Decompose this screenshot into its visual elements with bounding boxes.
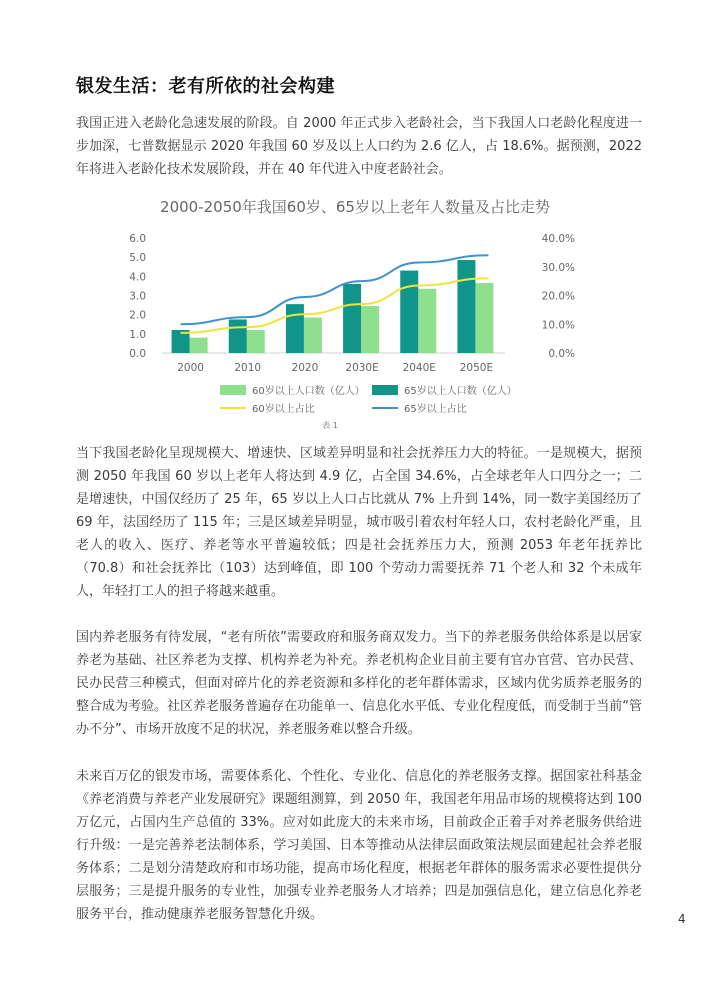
y-right-tick-label: 20.0% bbox=[541, 290, 575, 303]
y-left-tick-label: 2.0 bbox=[129, 309, 146, 322]
y-left-tick-label: 4.0 bbox=[129, 271, 146, 284]
aging-chart-svg bbox=[100, 192, 620, 432]
legend-label-65-share: 65岁以上占比 bbox=[404, 404, 467, 415]
services-paragraph: 国内养老服务有待发展，“老有所依”需要政府和服务商双发力。当下的养老服务供给体系是以居家养老为基础、社区养老为支撑、机构养老为补充。养老机构企业目前主要有官办官营、官办民营、民办民营三种模式，但面对碎片化的养老资源和多样化的老年群体需求，区域内优劣质养老服务的整合成为考验。社区养老服务普遍存在功能单一、信息化水平低、专业化程度低，而受制于当前“管办不分”、市场开放度不足的状况，养老服务难以整合升级。 bbox=[76, 630, 642, 737]
y-left-axis bbox=[129, 233, 146, 360]
page-number: 4 bbox=[678, 912, 686, 926]
bar-65-count bbox=[229, 319, 247, 353]
y-right-tick-label: 0.0% bbox=[548, 348, 575, 360]
legend-swatch-60-count bbox=[220, 385, 246, 395]
x-tick-label: 2050E bbox=[459, 362, 494, 374]
chart-title: 2000-2050年我国60岁、65岁以上老年人数量及占比走势 bbox=[160, 198, 550, 216]
intro-paragraph: 我国正进入老龄化急速发展的阶段。自 2000 年正式步入老龄社会，当下我国人口老龄化程度进一步加深，七普数据显示 2020 年我国 60 岁及以上人口约为 2.6 亿人，占 18.6%。据预测，2022 年将进入老龄化技术发展阶段，并在 40 年代进入中度老龄社会。 bbox=[76, 116, 642, 177]
y-left-tick-label: 6.0 bbox=[129, 233, 146, 245]
x-tick-label: 2010 bbox=[234, 362, 262, 374]
legend-swatch-65-count bbox=[372, 385, 398, 395]
y-right-axis bbox=[542, 233, 575, 360]
bar-65-count bbox=[457, 260, 475, 353]
bars bbox=[172, 260, 494, 353]
x-tick-label: 2030E bbox=[345, 362, 379, 374]
bar-60-count bbox=[475, 283, 493, 353]
bar-60-count bbox=[304, 318, 322, 353]
chart-legend bbox=[220, 384, 517, 415]
line-60-share bbox=[181, 278, 489, 333]
trend-lines bbox=[181, 255, 489, 333]
legend-label-65-count: 65岁以上人口数（亿人） bbox=[404, 386, 517, 397]
x-tick-label: 2000 bbox=[177, 362, 204, 374]
y-right-tick-label: 30.0% bbox=[541, 261, 575, 274]
section-heading: 银发生活：老有所依的社会构建 bbox=[76, 76, 335, 97]
bar-65-count bbox=[343, 284, 361, 353]
legend-label-60-count: 60岁以上人口数（亿人） bbox=[252, 386, 365, 397]
aging-chart bbox=[100, 192, 620, 432]
y-left-tick-label: 0.0 bbox=[129, 348, 146, 360]
bar-65-count bbox=[400, 271, 418, 353]
y-left-tick-label: 1.0 bbox=[129, 328, 146, 341]
y-left-tick-label: 3.0 bbox=[129, 290, 146, 303]
line-65-share bbox=[181, 255, 489, 324]
x-tick-label: 2040E bbox=[402, 362, 436, 374]
bar-60-count bbox=[247, 330, 265, 353]
y-left-tick-label: 5.0 bbox=[129, 252, 146, 265]
x-axis bbox=[177, 362, 493, 374]
y-right-tick-label: 10.0% bbox=[541, 319, 575, 332]
market-paragraph: 未来百万亿的银发市场，需要体系化、个性化、专业化、信息化的养老服务支撑。据国家社科基金《养老消费与养老产业发展研究》课题组测算，到 2050 年，我国老年用品市场的规模将达到 100 万亿元，占国内生产总值的 33%。应对如此庞大的未来市场，目前政企正着手对养老服务供给进行升级：一是完善养老法制体系，学习美国、日本等推动从法律层面政策法规层面建起社会养老服务体系；二是划分清楚政府和市场功能，提高市场化程度，根据老年群体的服务需求必要性提供分层服务；三是提升服务的专业性，加强专业养老服务人才培养；四是加强信息化，建立信息化养老服务平台，推动健康养老服务智慧化升级。 bbox=[76, 769, 642, 922]
bar-65-count bbox=[286, 304, 304, 353]
y-right-tick-label: 40.0% bbox=[541, 233, 575, 245]
bar-60-count bbox=[361, 306, 379, 353]
features-paragraph: 当下我国老龄化呈现规模大、增速快、区域差异明显和社会抚养压力大的特征。一是规模大，据预测 2050 年我国 60 岁以上老年人将达到 4.9 亿，占全国 34.6%，占全球老年人口四分之一；二是增速快，中国仅经历了 25 年，65 岁以上人口占比就从 7% 上升到 14%，同一数字美国经历了 69 年，法国经历了 115 年；三是区域差异明显，城市吸引着农村年轻人口，农村老龄化严重，且老人的收入、医疗、养老等水平普遍较低；四是社会抚养压力大，预测 2053 年老年抚养比（70.8）和社会抚养比（103）达到峰值，即 100 个劳动力需要抚养 71 个老人和 32 个未成年人，年轻打工人的担子将越来越重。 bbox=[76, 446, 642, 599]
x-tick-label: 2020 bbox=[291, 362, 319, 374]
legend-label-60-share: 60岁以上占比 bbox=[252, 404, 315, 415]
chart-caption: 表 1 bbox=[322, 421, 338, 430]
bar-60-count bbox=[190, 338, 208, 353]
bar-60-count bbox=[418, 289, 436, 353]
